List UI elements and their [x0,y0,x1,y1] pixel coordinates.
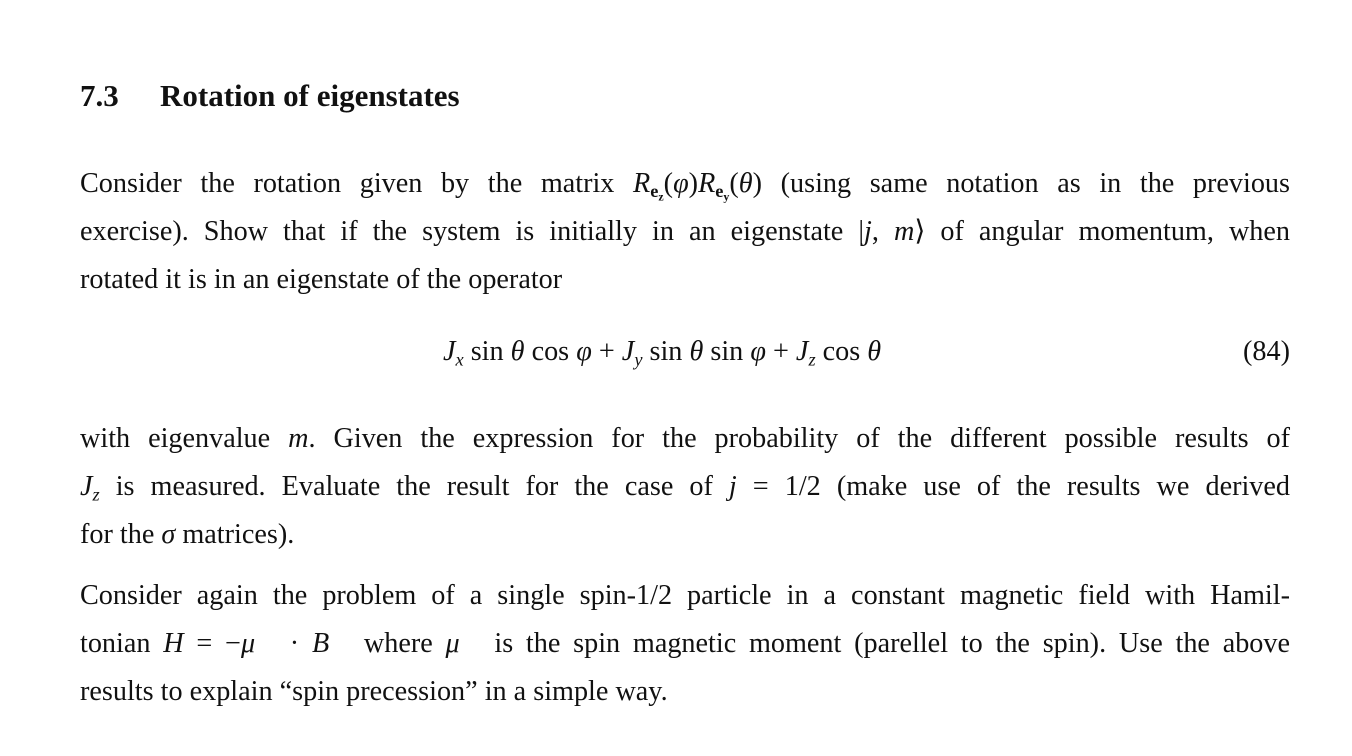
equation-expression: $J_x$ sin θ $\cos \varphi + J_y$ sin θ $\sin \varphi + J_z$ cos θ [443,336,882,370]
paragraph-1 [80,160,1290,304]
p1-line1-pre: Consider the rotation given by the matrix [80,168,634,199]
p1-line1-post: (using same notation as in the previous [762,168,1290,199]
paragraph-2-line-3: for the σ matrices). [80,519,295,550]
section-title: Rotation of eigenstates [160,78,460,113]
paragraph-2 [80,415,1290,559]
paragraph-1-line-3: rotated it is in an eigenstate of the operator [80,264,563,295]
paragraph-1-line-1 [80,160,1290,208]
paragraph-3-line-3: results to explain “spin precession” in a simple way. [80,676,668,707]
rotation-matrix-math: $R_{e_z}(\varphi)R_{e_y}(\theta)$ [633,168,763,205]
section-number: 7.3 [80,78,119,113]
eigenstate-ket-math: |j, m⟩ [858,216,926,247]
paragraph-2-line-1: with eigenvalue m. Given the expression for the probability of the different possible results of [80,423,1290,454]
paragraph-2-line-2: $J_z$ is measured. Evaluate the result for the case of j = 1/2 (make use of the results we derived [80,471,1290,505]
p1-line2-post: of angular momentum, when [925,216,1290,247]
section-heading [80,78,460,114]
paragraph-1-line-2 [80,208,1290,256]
paragraph-3-line-1: Consider again the problem of a single spin-1/2 particle in a constant magnetic field with Hamil- [80,580,1290,611]
equation-number: (84) [1243,336,1290,367]
equation-84 [80,336,1290,384]
paragraph-3-line-2: tonian H = −μ⃗ · B⃗ where μ⃗ is the spin magnetic moment (parellel to the spin). Use the above [80,628,1291,659]
p1-line2-pre: exercise). Show that if the system is initially in an eigenstate [80,216,859,247]
paragraph-3 [80,572,1290,716]
